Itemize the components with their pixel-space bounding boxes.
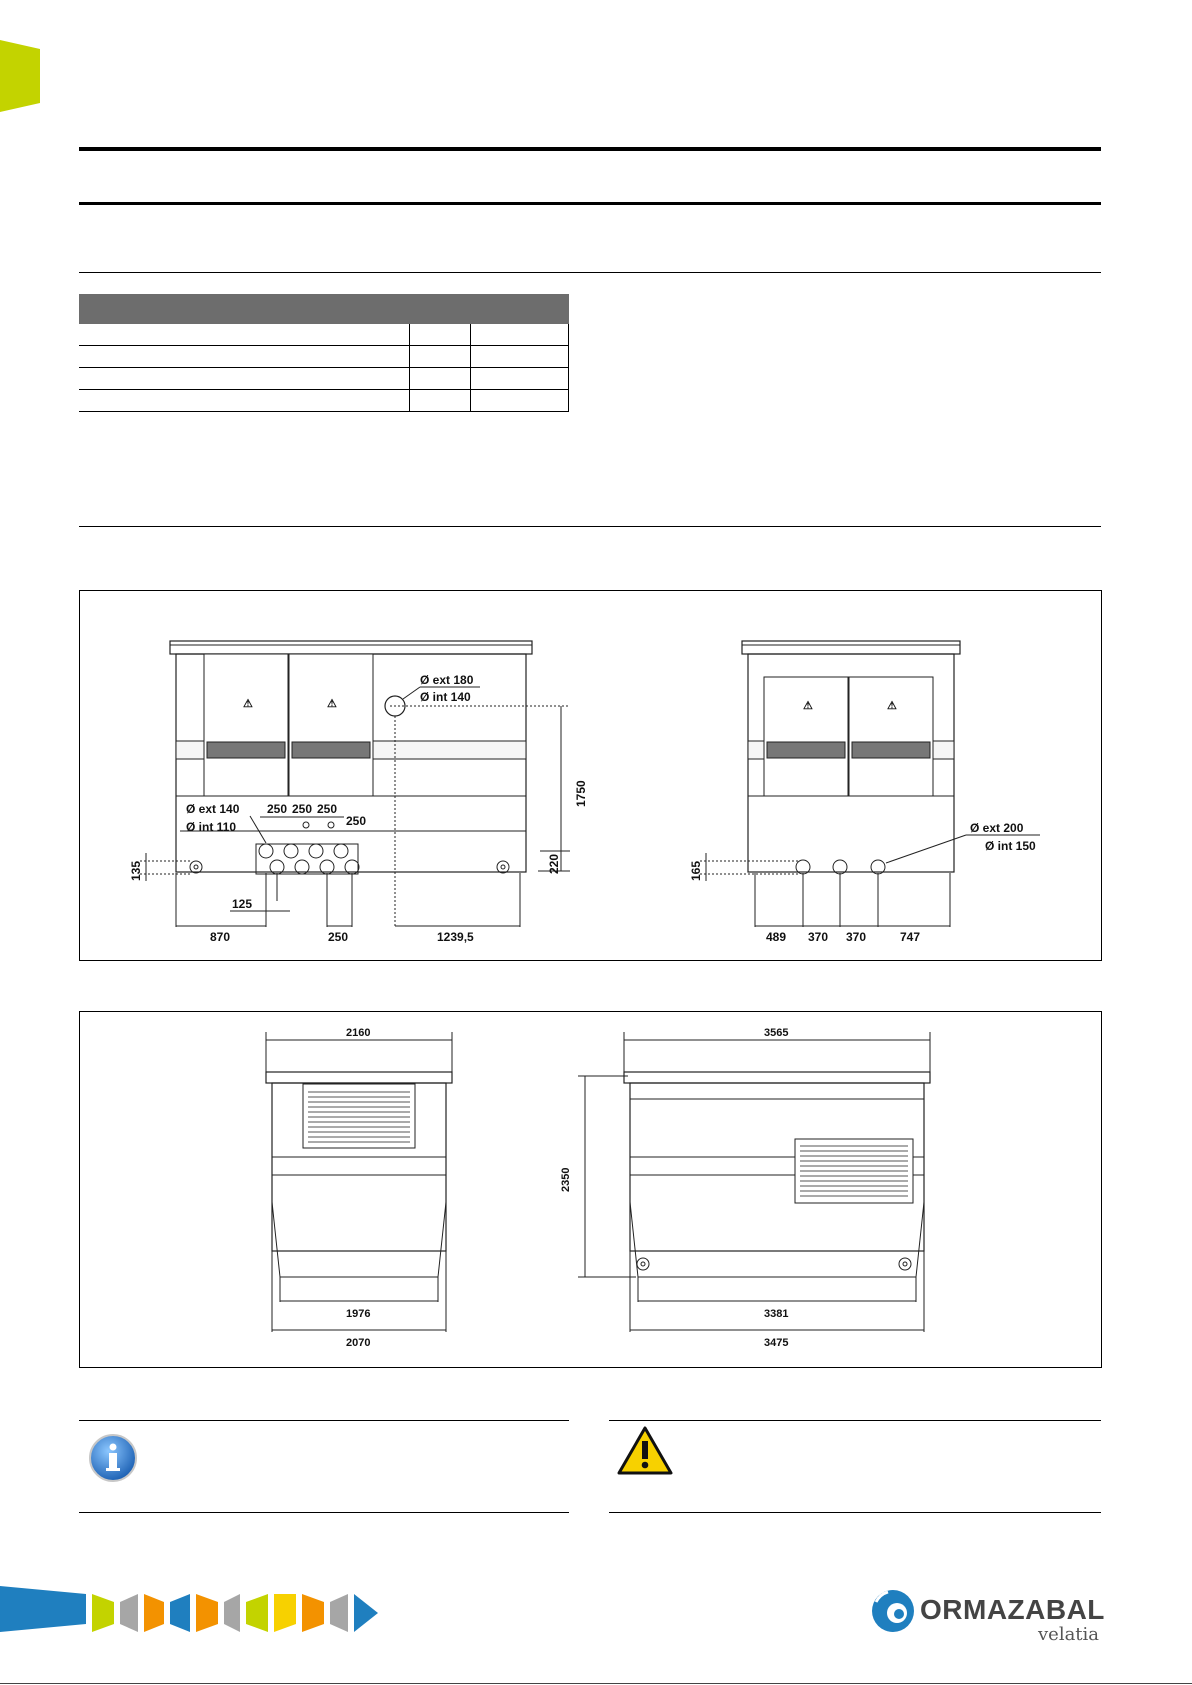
- front-height-220: 220: [547, 853, 561, 874]
- info-note-rule-top: [79, 1420, 569, 1421]
- table-row: [79, 346, 569, 368]
- section-rule-2: [79, 526, 1101, 527]
- end-view: [266, 1027, 452, 1349]
- brand-logo: [870, 1588, 1105, 1645]
- long-dim-inner: 3381: [764, 1308, 789, 1320]
- table-row: [79, 368, 569, 390]
- front-hole-upper-int: Ø int 140: [420, 690, 471, 704]
- drawing-frame-views: [79, 590, 1102, 961]
- table-row: [79, 324, 569, 346]
- front-dim-870: 870: [210, 930, 231, 944]
- svg-text:⚠: ⚠: [327, 698, 337, 710]
- front-spacing-4: 250: [346, 814, 367, 828]
- side-dim-489: 489: [766, 930, 787, 944]
- corner-tab: [0, 40, 42, 112]
- data-table: [79, 294, 569, 412]
- logo-subtitle: velatia: [1038, 1624, 1100, 1645]
- long-dim-height: 2350: [560, 1167, 572, 1192]
- section-rule-1: [79, 272, 1101, 273]
- side-hole-ext: Ø ext 200: [970, 821, 1024, 835]
- drawing-frame-outlines: [79, 1011, 1102, 1368]
- svg-text:⚠: ⚠: [887, 700, 897, 712]
- long-view: [560, 1027, 930, 1349]
- front-hole-lower-int: Ø int 110: [186, 820, 237, 834]
- header-rule-top: [79, 147, 1101, 151]
- warning-note-rule-top: [609, 1420, 1101, 1421]
- outline-drawing: [80, 1012, 1101, 1367]
- warning-icon: [617, 1426, 673, 1476]
- corner-tab-shape: [0, 40, 40, 112]
- decorative-banner: [0, 1580, 380, 1638]
- info-icon: [87, 1432, 139, 1484]
- front-spacing-1: 250: [267, 802, 288, 816]
- front-height-1750: 1750: [574, 780, 588, 807]
- front-hole-lower-ext: Ø ext 140: [186, 802, 240, 816]
- side-hole-int: Ø int 150: [985, 839, 1036, 853]
- front-spacing-3: 250: [317, 802, 338, 816]
- svg-text:⚠: ⚠: [243, 698, 253, 710]
- side-view: [689, 641, 1040, 944]
- info-note-rule-bottom: [79, 1512, 569, 1513]
- front-side-drawing: [80, 591, 1101, 960]
- header-rule-bottom: [79, 202, 1101, 205]
- long-dim-bottom: 3475: [764, 1337, 789, 1349]
- front-hole-upper-ext: Ø ext 180: [420, 673, 474, 687]
- front-view: [129, 641, 588, 944]
- footer-rule: [0, 1683, 1192, 1684]
- front-height-135: 135: [129, 860, 143, 881]
- svg-text:⚠: ⚠: [803, 700, 813, 712]
- table-row: [79, 390, 569, 412]
- long-dim-top: 3565: [764, 1027, 789, 1039]
- warning-note-rule-bottom: [609, 1512, 1101, 1513]
- front-dim-1239: 1239,5: [437, 930, 474, 944]
- logo-mark-icon: [870, 1588, 916, 1634]
- side-height-165: 165: [689, 860, 703, 881]
- side-dim-370-a: 370: [808, 930, 829, 944]
- front-spacing-2: 250: [292, 802, 313, 816]
- table-header-row: [79, 294, 569, 324]
- end-dim-top: 2160: [346, 1027, 371, 1039]
- end-dim-bottom: 2070: [346, 1337, 371, 1349]
- end-dim-inner: 1976: [346, 1308, 371, 1320]
- logo-wordmark: ORMAZABAL: [920, 1594, 1105, 1625]
- side-dim-370-b: 370: [846, 930, 867, 944]
- front-dim-250: 250: [328, 930, 349, 944]
- side-dim-747: 747: [900, 930, 921, 944]
- front-dim-125: 125: [232, 897, 253, 911]
